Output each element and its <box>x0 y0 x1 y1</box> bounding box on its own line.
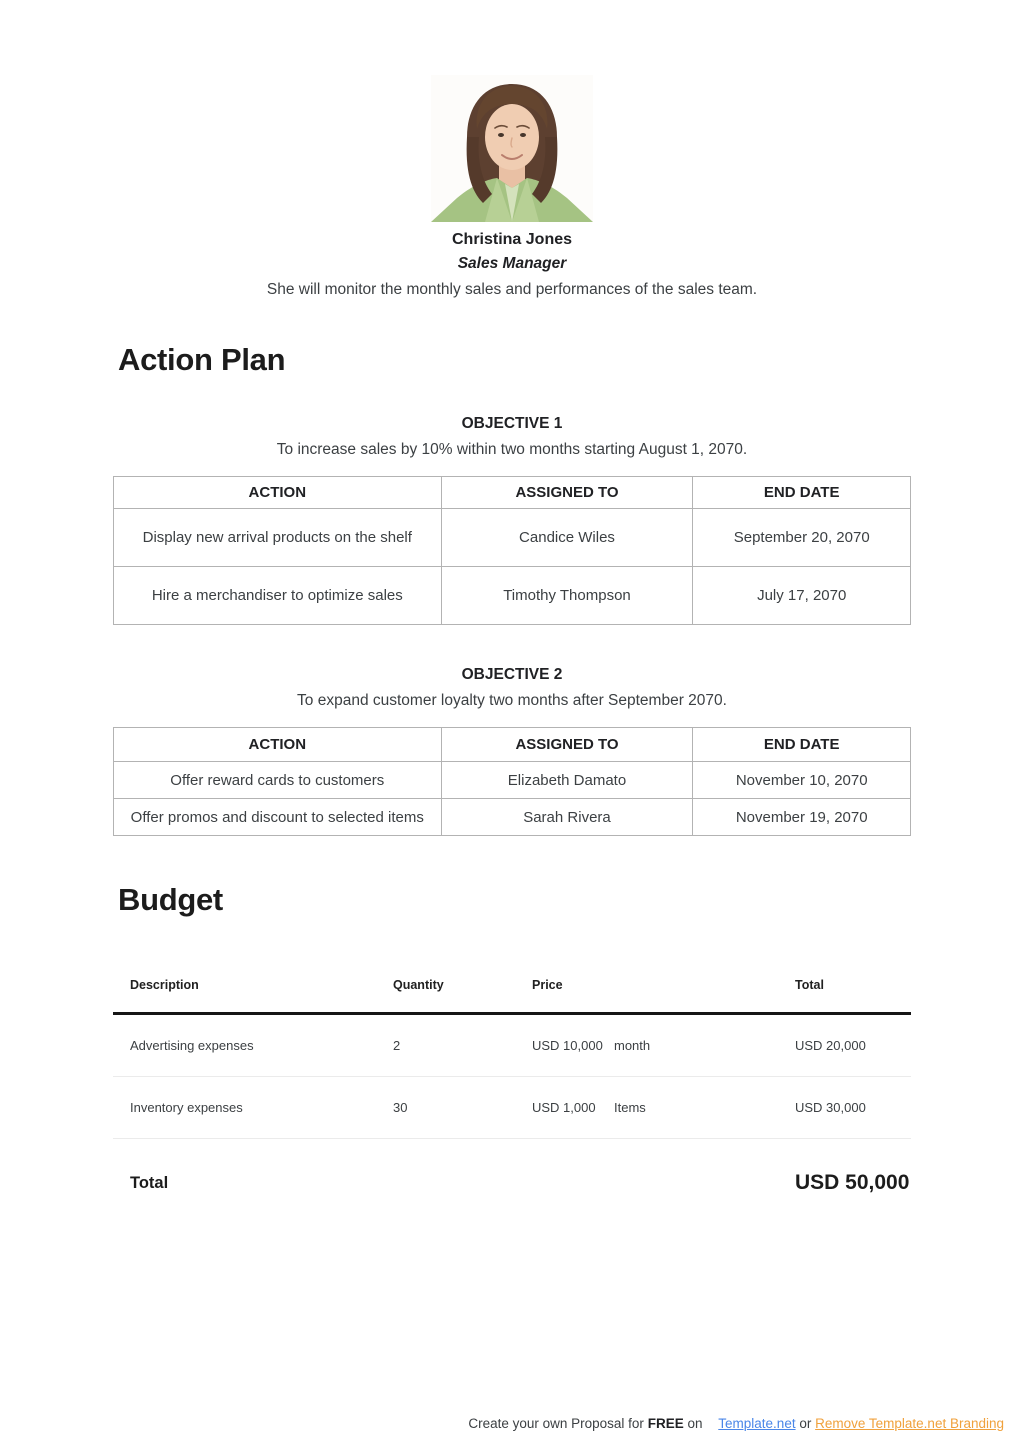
footer-on-text: on <box>687 1416 703 1431</box>
objective-1-label: OBJECTIVE 1 <box>461 415 563 432</box>
budget-total-row <box>113 1139 911 1195</box>
budget-cell-total: USD 30,000 <box>795 1100 866 1115</box>
table-header-row <box>114 728 911 762</box>
profile-name: Christina Jones <box>451 231 573 248</box>
table-header-row <box>114 477 911 509</box>
content-column <box>113 342 911 1195</box>
budget-cell-description: Advertising expenses <box>130 1038 254 1053</box>
column-header-assigned-to: ASSIGNED TO <box>441 728 693 762</box>
objective-1-block <box>113 414 911 625</box>
budget-header-price: Price <box>532 978 563 992</box>
budget-total-label: Total <box>130 1173 169 1192</box>
cell-end-date: November 10, 2070 <box>693 762 911 799</box>
cell-action: Offer reward cards to customers <box>114 762 442 799</box>
budget-cell-quantity: 30 <box>393 1100 408 1115</box>
cell-end-date: July 17, 2070 <box>693 567 911 625</box>
cell-assigned-to: Sarah Rivera <box>441 799 693 836</box>
template-net-link[interactable]: Template.net <box>718 1416 796 1431</box>
budget-cell-price <box>532 1038 795 1053</box>
budget-header-row <box>113 978 911 1015</box>
footer-or-text: or <box>799 1416 812 1431</box>
table-row <box>114 799 911 836</box>
table-row <box>114 509 911 567</box>
price-amount: USD 10,000 <box>532 1038 603 1053</box>
column-header-action: ACTION <box>114 728 442 762</box>
objective-1-description: To increase sales by 10% within two months starting August 1, 2070. <box>276 441 748 458</box>
budget-total-value: USD 50,000 <box>795 1171 910 1194</box>
woman-portrait-illustration <box>431 75 593 222</box>
profile-description: She will monitor the monthly sales and performances of the sales team. <box>266 281 758 298</box>
column-header-end-date: END DATE <box>693 477 911 509</box>
profile-photo <box>431 75 593 222</box>
cell-assigned-to: Timothy Thompson <box>441 567 693 625</box>
table-row <box>114 762 911 799</box>
budget-header-quantity: Quantity <box>393 978 444 992</box>
budget-cell-total: USD 20,000 <box>795 1038 866 1053</box>
budget-header-total: Total <box>795 978 824 992</box>
cell-action: Hire a merchandiser to optimize sales <box>114 567 442 625</box>
profile-section <box>0 0 1024 300</box>
profile-role: Sales Manager <box>457 255 567 272</box>
objective-2-description: To expand customer loyalty two months after September 2070. <box>297 692 727 709</box>
budget-title: Budget <box>118 882 223 917</box>
objective-1-table <box>113 476 911 625</box>
budget-cell-description: Inventory expenses <box>130 1100 243 1115</box>
footer-free-text: FREE <box>647 1416 684 1431</box>
cell-assigned-to: Elizabeth Damato <box>441 762 693 799</box>
cell-assigned-to: Candice Wiles <box>441 509 693 567</box>
cell-end-date: November 19, 2070 <box>693 799 911 836</box>
cell-action: Offer promos and discount to selected items <box>114 799 442 836</box>
budget-header-description: Description <box>130 978 199 992</box>
cell-action: Display new arrival products on the shelf <box>114 509 442 567</box>
footer-text: Create your own Proposal for <box>468 1416 644 1431</box>
column-header-assigned-to: ASSIGNED TO <box>441 477 693 509</box>
budget-row <box>113 1015 911 1077</box>
budget-row <box>113 1077 911 1139</box>
budget-cell-quantity: 2 <box>393 1038 401 1053</box>
table-row <box>114 567 911 625</box>
cell-end-date: September 20, 2070 <box>693 509 911 567</box>
price-amount: USD 1,000 <box>532 1100 596 1115</box>
budget-cell-price <box>532 1100 795 1115</box>
column-header-end-date: END DATE <box>693 728 911 762</box>
objective-2-label: OBJECTIVE 2 <box>461 666 563 683</box>
objective-2-block <box>113 665 911 836</box>
price-unit: Items <box>614 1100 646 1115</box>
action-plan-title: Action Plan <box>118 342 286 377</box>
footer-branding <box>468 1416 1004 1431</box>
objective-2-table <box>113 727 911 836</box>
column-header-action: ACTION <box>114 477 442 509</box>
price-unit: month <box>614 1038 651 1053</box>
remove-branding-link[interactable]: Remove Template.net Branding <box>815 1416 1004 1431</box>
budget-table <box>113 978 911 1195</box>
